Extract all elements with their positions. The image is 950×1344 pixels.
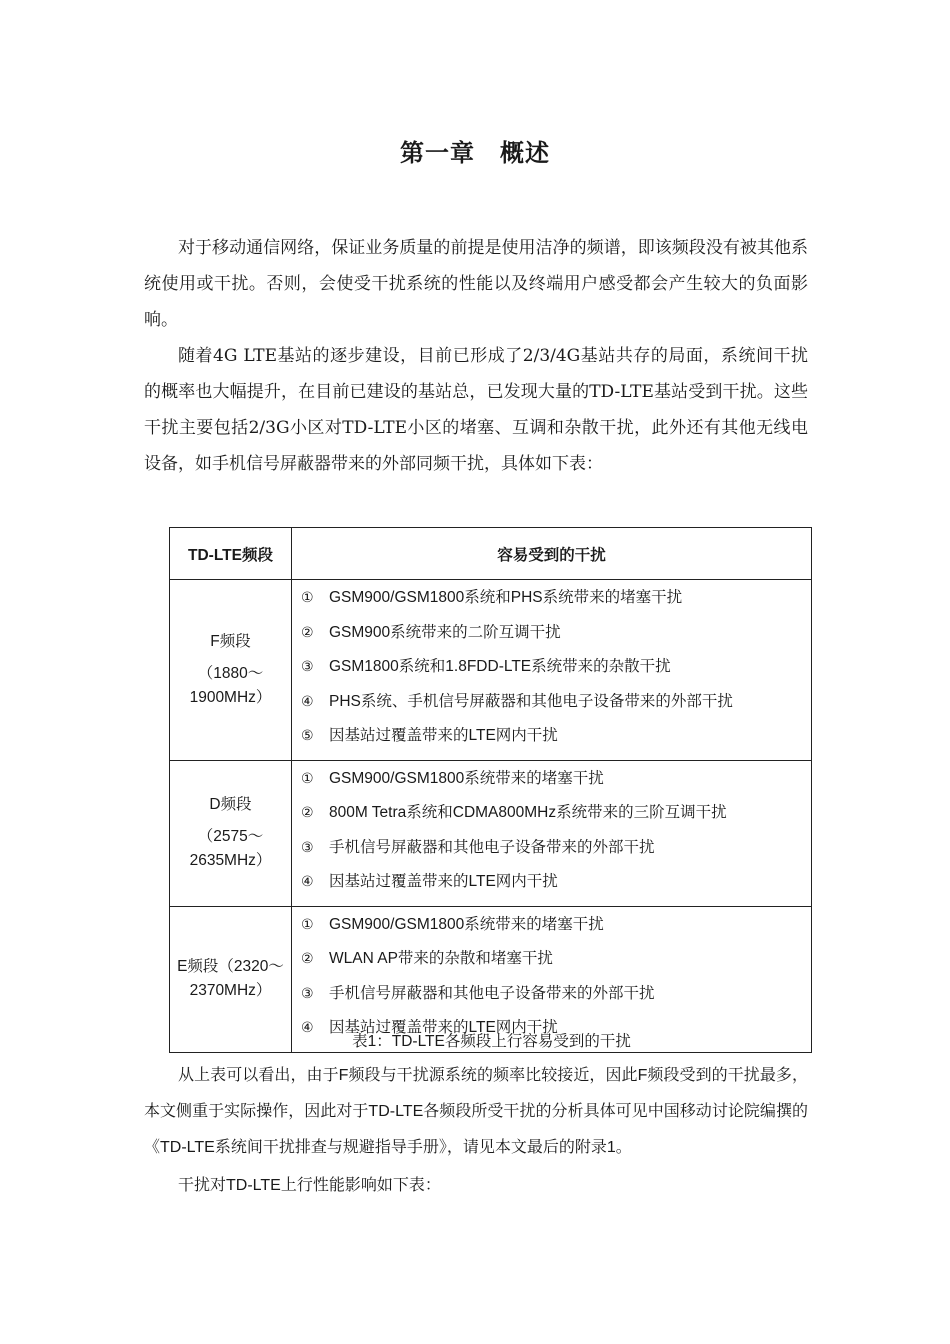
- item-number: ①: [301, 916, 314, 933]
- header-band: TD-LTE频段: [170, 528, 292, 580]
- item-text: PHS系统、手机信号屏蔽器和其他电子设备带来的外部干扰: [329, 692, 733, 710]
- band-name: D频段: [209, 796, 252, 813]
- band-range: （1880～1900MHz）: [189, 664, 272, 706]
- list-item: [301, 944, 811, 979]
- interference-list: [292, 580, 811, 760]
- list-item: [301, 721, 811, 756]
- table-header-row: [170, 528, 812, 580]
- item-text: WLAN AP带来的杂散和堵塞干扰: [329, 950, 553, 967]
- band-name: E频段（2320～2370MHz）: [177, 958, 284, 999]
- item-text: 因基站过覆盖带来的LTE网内干扰: [329, 873, 558, 890]
- item-text: 因基站过覆盖带来的LTE网内干扰: [329, 1019, 558, 1036]
- item-number: ③: [301, 985, 314, 1002]
- coexistence-paragraph: 随着4G LTE基站的逐步建设，目前已形成了2/3/4G基站共存的局面，系统间干扰的概率也大幅提升，在目前已建设的基站总，已发现大量的TD-LTE基站受到干扰。这些干扰主要包括2/3G小区对TD-LTE小区的堵塞、互调和杂散干扰，此外还有其他无线电设备，如手机信号屏蔽器带来的外部同频干扰，具体如下表：: [144, 346, 808, 474]
- band-range: （2575～2635MHz）: [189, 828, 272, 869]
- interference-cell: [292, 580, 812, 761]
- list-item: [301, 979, 811, 1014]
- table-caption: 表1：TD-LTE各频段上行容易受到的干扰: [352, 1033, 631, 1050]
- item-text: GSM900/GSM1800系统和PHS系统带来的堵塞干扰: [329, 589, 683, 606]
- header-interference: 容易受到的干扰: [292, 528, 812, 580]
- item-text: 因基站过覆盖带来的LTE网内干扰: [329, 727, 558, 744]
- item-number: ②: [301, 951, 314, 967]
- item-number: ①: [301, 590, 314, 606]
- item-text: GSM1800系统和1.8FDD-LTE系统带来的杂散干扰: [329, 658, 671, 675]
- list-item: [301, 833, 811, 868]
- list-item: [301, 910, 811, 945]
- item-text: GSM900/GSM1800系统带来的堵塞干扰: [329, 769, 604, 787]
- interference-list: [292, 761, 811, 906]
- item-number: ④: [301, 1020, 314, 1036]
- list-item: [301, 867, 811, 902]
- intro-paragraph: 对于移动通信网络，保证业务质量的前提是使用洁净的频谱，即该频段没有被其他系统使用或干扰。否则，会使受干扰系统的性能以及终端用户感受都会产生较大的负面影响。: [144, 238, 808, 330]
- band-cell: [170, 760, 292, 906]
- next-table-intro: 干扰对TD-LTE上行性能影响如下表：: [178, 1177, 441, 1194]
- list-item: [301, 618, 811, 653]
- list-item: [301, 764, 811, 799]
- item-number: ④: [301, 874, 314, 890]
- band-name: F频段: [210, 632, 251, 650]
- band-cell: [170, 580, 292, 761]
- list-item: [301, 798, 811, 833]
- list-item: [301, 687, 811, 722]
- item-text: 手机信号屏蔽器和其他电子设备带来的外部干扰: [329, 984, 655, 1002]
- item-number: ②: [301, 624, 314, 641]
- item-text: GSM900系统带来的二阶互调干扰: [329, 623, 561, 641]
- item-number: ④: [301, 693, 314, 710]
- item-number: ②: [301, 805, 314, 821]
- list-item: [301, 652, 811, 687]
- item-number: ⑤: [301, 728, 314, 744]
- conclusion-paragraph: 从上表可以看出，由于F频段与干扰源系统的频率比较接近，因此F频段受到的干扰最多，本文侧重于实际操作，因此对于TD-LTE各频段所受干扰的分析具体可见中国移动讨论院编撰的《TD-LTE系统间干扰排查与规避指导手册》，请见本文最后的附录1。: [144, 1067, 808, 1156]
- interference-cell: [292, 760, 812, 906]
- chapter-title: 第一章 概述: [400, 139, 550, 167]
- item-text: GSM900/GSM1800系统带来的堵塞干扰: [329, 915, 604, 933]
- item-text: 手机信号屏蔽器和其他电子设备带来的外部干扰: [329, 838, 655, 856]
- item-number: ③: [301, 839, 314, 856]
- interference-table: [169, 527, 812, 1053]
- item-number: ①: [301, 770, 314, 787]
- table-row: [170, 580, 812, 761]
- table-row: [170, 760, 812, 906]
- item-number: ③: [301, 659, 314, 675]
- item-text: 800M Tetra系统和CDMA800MHz系统带来的三阶互调干扰: [329, 804, 727, 821]
- list-item: [301, 583, 811, 618]
